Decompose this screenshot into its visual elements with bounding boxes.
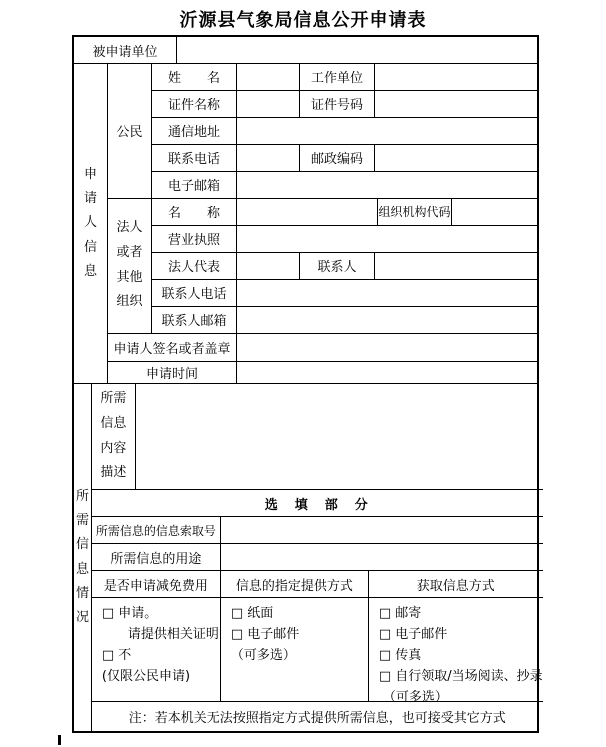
provide-email-checkbox[interactable]: □ 电子邮件 (230, 627, 300, 643)
organization-group-label (108, 199, 152, 333)
fee-apply-checkbox[interactable]: □ 申请。 (101, 606, 158, 621)
fee-no-checkbox[interactable]: □ 不 (101, 648, 132, 664)
info-section-label (74, 384, 92, 731)
content-desc-label (92, 384, 136, 489)
index-no-row (92, 517, 543, 544)
provide-paper-checkbox[interactable]: □ 纸面 (230, 606, 274, 621)
org-name-label: 名 称 (152, 199, 237, 225)
applicant-section-label (74, 64, 108, 383)
address-value-cell (237, 118, 537, 144)
contact-phone-label: 联系人电话 (152, 280, 237, 306)
contact-phone-value-cell (237, 280, 537, 306)
applied-unit-label: 被申请单位 (74, 37, 177, 63)
signature-value-cell (237, 334, 537, 362)
citizen-group (108, 64, 537, 199)
index-no-value-cell (221, 517, 543, 543)
fee-header: 是否申请减免费用 (92, 571, 221, 597)
contact-email-label: 联系人邮箱 (152, 307, 237, 333)
org-code-value-cell (452, 199, 537, 225)
obtain-mail-checkbox[interactable]: □ 邮寄 (378, 606, 422, 621)
address-label: 通信地址 (152, 118, 237, 144)
name-value-cell (237, 64, 300, 90)
page-title: 沂源县气象局信息公开申请表 (179, 10, 427, 31)
contact-value-cell (375, 253, 537, 279)
org-rep-row (152, 253, 537, 280)
provide-options-cell (221, 598, 369, 701)
usage-label: 所需信息的用途 (92, 544, 221, 570)
optional-section-header: 选 填 部 分 (92, 490, 543, 517)
email-value-cell (237, 172, 537, 198)
legal-rep-value-cell (237, 253, 300, 279)
obtain-email-checkbox[interactable]: □ 电子邮件 (378, 627, 448, 643)
options-row (92, 598, 543, 706)
postcode-label: 邮政编码 (300, 145, 375, 171)
apply-time-label: 申请时间 (108, 362, 237, 383)
legal-rep-label: 法人代表 (152, 253, 237, 279)
phone-value-cell (237, 145, 300, 171)
fee-limit-note: (仅限公民申请) (101, 669, 191, 685)
postcode-value-cell (375, 145, 537, 171)
citizen-group-label: 公民 (108, 64, 152, 198)
org-contact-email-row (152, 307, 537, 333)
text-cursor (58, 735, 61, 745)
content-desc-row (92, 384, 543, 490)
org-name-value-cell (237, 199, 378, 225)
applied-unit-row (74, 37, 537, 64)
apply-time-value-cell (237, 362, 537, 383)
apply-time-row (108, 362, 537, 383)
provide-header: 信息的指定提供方式 (221, 571, 369, 597)
org-code-label: 组织机构代码 (378, 199, 452, 225)
obtain-self-checkbox[interactable]: □ 自行领取/当场阅读、抄录 (378, 669, 543, 685)
org-name-row (152, 199, 537, 226)
info-section (74, 384, 543, 731)
organization-group-label-text: 法人或者其他组织 (116, 220, 143, 310)
applicant-section (74, 64, 537, 384)
cert-number-value-cell (375, 91, 537, 117)
usage-row (92, 544, 543, 571)
work-unit-value-cell (375, 64, 537, 90)
fee-options-cell (92, 598, 221, 701)
content-desc-label-text: 所需信息内容描述 (100, 391, 127, 481)
license-label: 营业执照 (152, 226, 237, 252)
contact-label: 联系人 (300, 253, 375, 279)
obtain-multi-note: （可多选） (382, 690, 448, 706)
cert-number-label: 证件号码 (300, 91, 375, 117)
fee-apply-note: 请提供相关证明 (127, 627, 219, 643)
license-value-cell (237, 226, 537, 252)
content-desc-value-cell (136, 384, 543, 489)
contact-email-value-cell (237, 307, 537, 333)
citizen-email-row (152, 172, 537, 198)
index-no-label: 所需信息的信息索取号 (92, 517, 221, 543)
signature-row (108, 334, 537, 363)
usage-value-cell (221, 544, 543, 570)
obtain-fax-checkbox[interactable]: □ 传真 (378, 648, 422, 664)
org-contact-phone-row (152, 280, 537, 307)
citizen-phone-row (152, 145, 537, 172)
cert-name-label: 证件名称 (152, 91, 237, 117)
info-section-label-text: 所需信息情况 (75, 489, 89, 625)
signature-label: 申请人签名或者盖章 (108, 334, 237, 362)
work-unit-label: 工作单位 (300, 64, 375, 90)
application-form-table (72, 35, 543, 733)
obtain-options-cell (369, 598, 543, 706)
citizen-address-row (152, 118, 537, 145)
phone-label: 联系电话 (152, 145, 237, 171)
name-label: 姓 名 (152, 64, 237, 90)
cert-name-value-cell (237, 91, 300, 117)
citizen-name-row (152, 64, 537, 91)
email-label: 电子邮箱 (152, 172, 237, 198)
provide-multi-note: （可多选） (230, 648, 296, 664)
obtain-header: 获取信息方式 (416, 578, 495, 594)
applied-unit-value-cell (177, 37, 537, 63)
org-license-row (152, 226, 537, 253)
options-header-row (92, 571, 543, 598)
footer-note: 注：若本机关无法按照指定方式提供所需信息，也可接受其它方式 (128, 711, 506, 726)
citizen-cert-row (152, 91, 537, 118)
organization-group (108, 199, 537, 334)
applicant-section-label-text: 申请人信息 (83, 167, 97, 279)
